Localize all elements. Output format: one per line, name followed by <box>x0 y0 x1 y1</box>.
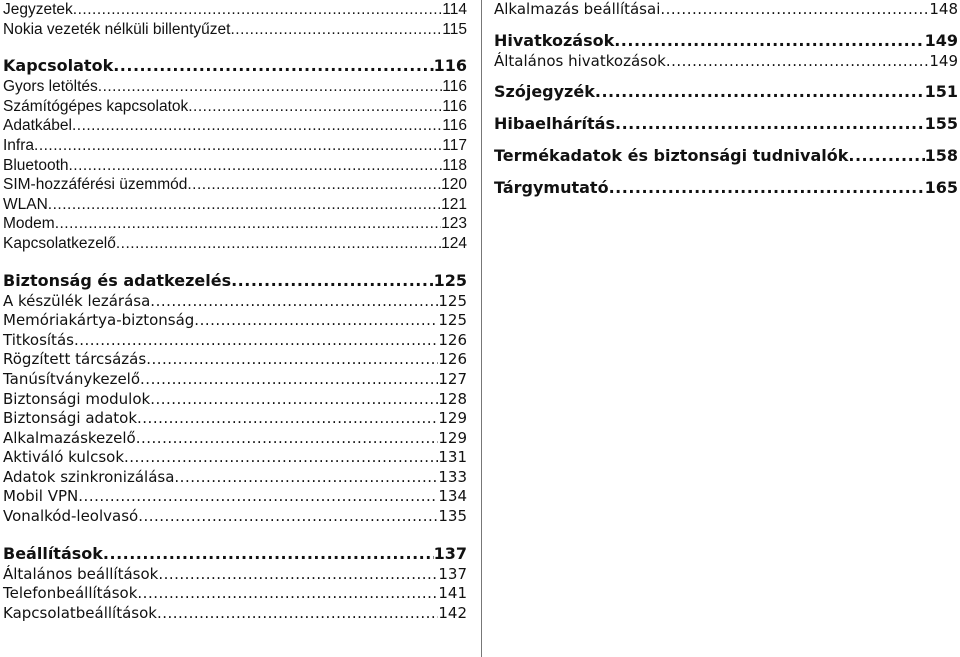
section-gap <box>494 20 958 30</box>
toc-entry[interactable] <box>3 234 467 254</box>
toc-leader <box>158 565 438 585</box>
toc-entry[interactable] <box>3 565 467 585</box>
toc-entry[interactable] <box>3 77 467 97</box>
toc-leader <box>660 0 929 20</box>
toc-entry-label: Aktiváló kulcsok <box>3 448 125 467</box>
toc-leader <box>595 81 925 103</box>
toc-leader <box>150 390 438 410</box>
toc-leader <box>140 370 438 390</box>
toc-leader <box>138 507 438 527</box>
toc-entry-label: Biztonsági adatok <box>3 409 138 428</box>
toc-leader <box>103 543 434 565</box>
toc-section-termekadatok[interactable] <box>494 145 958 167</box>
toc-section-page: 165 <box>924 178 958 198</box>
toc-leader <box>174 468 438 488</box>
toc-leader <box>194 311 438 331</box>
toc-section-page: 151 <box>924 82 958 102</box>
toc-entry[interactable] <box>3 195 467 215</box>
section-gap <box>494 135 958 145</box>
toc-right-column <box>494 0 958 199</box>
toc-entry-label: Telefonbeállítások <box>3 584 138 603</box>
toc-entry-label: Memóriakártya-biztonság <box>3 311 195 330</box>
toc-entry-page: 128 <box>438 389 467 408</box>
toc-entry-label: Jegyzetek <box>3 1 73 18</box>
toc-entry[interactable] <box>3 331 467 351</box>
toc-entry-page: 129 <box>438 428 467 447</box>
toc-entry[interactable] <box>3 292 467 312</box>
toc-entry-label: Alkalmazáskezelő <box>3 428 136 447</box>
toc-entry-label: Kapcsolatbeállítások <box>3 603 157 622</box>
toc-entry-page: 149 <box>929 51 958 70</box>
toc-leader <box>34 136 442 156</box>
toc-leader <box>73 0 442 20</box>
toc-entry-page: 137 <box>438 564 467 583</box>
toc-entry[interactable] <box>3 429 467 449</box>
section-gap <box>3 39 467 55</box>
section-gap <box>3 254 467 270</box>
toc-section-label: Kapcsolatok <box>3 56 114 76</box>
toc-entry-label: Adatok szinkronizálása <box>3 467 175 486</box>
toc-section-page: 125 <box>433 270 467 290</box>
toc-section-label: Szójegyzék <box>494 82 595 102</box>
toc-entry-label: Kapcsolatkezelő <box>3 234 116 252</box>
toc-entry[interactable] <box>3 97 467 117</box>
toc-section-label: Tárgymutató <box>494 178 609 198</box>
toc-section-page: 149 <box>924 30 958 50</box>
toc-leader <box>124 448 438 468</box>
toc-entry-page: 114 <box>442 1 467 18</box>
toc-entry-page: 115 <box>442 20 467 38</box>
toc-section-label: Hibaelhárítás <box>494 114 615 134</box>
toc-left-column <box>3 0 467 623</box>
toc-entry[interactable] <box>3 20 467 40</box>
section-gap <box>494 71 958 81</box>
toc-leader <box>231 270 434 292</box>
toc-entry-label: WLAN <box>3 195 48 213</box>
toc-entry[interactable] <box>3 116 467 136</box>
toc-entry[interactable] <box>3 136 467 156</box>
section-gap <box>494 103 958 113</box>
toc-leader <box>150 292 438 312</box>
toc-section-targymutato[interactable] <box>494 177 958 199</box>
toc-entry-page: 117 <box>442 136 467 154</box>
toc-leader <box>188 97 442 117</box>
toc-entry[interactable] <box>3 584 467 604</box>
toc-section-label: Termékadatok és biztonsági tudnivalók <box>494 146 849 166</box>
toc-entry-label: Alkalmazás beállításai <box>494 0 661 18</box>
toc-leader <box>609 177 925 199</box>
toc-entry-page: 124 <box>441 234 467 252</box>
toc-section-biztonsag[interactable] <box>3 270 467 292</box>
toc-entry-label: Nokia vezeték nélküli billentyűzet <box>3 20 231 38</box>
toc-entry[interactable] <box>3 468 467 488</box>
section-gap <box>3 527 467 543</box>
toc-entry-label: Biztonsági modulok <box>3 389 151 408</box>
toc-entry-label: Általános hivatkozások <box>494 51 666 70</box>
toc-entry-page: 148 <box>929 0 958 18</box>
toc-leader <box>48 195 441 215</box>
toc-leader <box>230 20 442 40</box>
toc-entry-page: 133 <box>438 467 467 486</box>
toc-entry-page: 126 <box>438 350 467 369</box>
toc-entry[interactable] <box>3 487 467 507</box>
toc-section-hivatkozasok[interactable] <box>494 30 958 52</box>
toc-entry-page: 121 <box>441 195 467 213</box>
toc-leader <box>55 214 441 234</box>
toc-leader <box>615 113 925 135</box>
toc-entry-page: 142 <box>438 603 467 622</box>
section-gap <box>494 167 958 177</box>
toc-leader <box>614 30 924 52</box>
toc-entry[interactable] <box>3 156 467 176</box>
toc-entry[interactable] <box>3 370 467 390</box>
toc-entry-label: Számítógépes kapcsolatok <box>3 97 189 115</box>
toc-entry[interactable] <box>3 0 467 20</box>
column-divider <box>481 0 482 657</box>
toc-entry-page: 123 <box>441 215 467 233</box>
toc-leader <box>848 145 924 167</box>
toc-entry-page: 116 <box>442 78 467 96</box>
toc-entry[interactable] <box>3 175 467 195</box>
toc-leader <box>136 429 439 449</box>
toc-leader <box>137 584 438 604</box>
toc-entry-page: 127 <box>438 369 467 388</box>
toc-leader <box>137 409 438 429</box>
toc-leader <box>69 156 443 176</box>
toc-section-label: Beállítások <box>3 543 103 563</box>
toc-entry-page: 131 <box>438 448 467 467</box>
toc-entry-page: 125 <box>438 311 467 330</box>
toc-entry-label: SIM-hozzáférési üzemmód <box>3 176 188 194</box>
toc-entry-label: Adatkábel <box>3 117 72 135</box>
toc-entry-label: Gyors letöltés <box>3 78 98 96</box>
toc-entry-page: 116 <box>442 97 467 115</box>
toc-section-page: 137 <box>433 543 467 563</box>
toc-entry-label: Vonalkód-leolvasó <box>3 507 139 526</box>
toc-leader <box>113 55 433 77</box>
toc-leader <box>146 350 438 370</box>
toc-entry-page: 116 <box>442 117 467 135</box>
toc-leader <box>98 77 443 97</box>
toc-entry[interactable] <box>3 604 467 624</box>
toc-entry-page: 125 <box>438 291 467 310</box>
toc-entry-label: Modem <box>3 215 55 233</box>
toc-section-page: 116 <box>433 56 467 76</box>
toc-section-label: Biztonság és adatkezelés <box>3 270 232 290</box>
toc-entry[interactable] <box>3 390 467 410</box>
toc-section-kapcsolatok[interactable] <box>3 55 467 77</box>
toc-entry[interactable] <box>3 507 467 527</box>
toc-leader <box>157 604 438 624</box>
toc-section-szojegyzek[interactable] <box>494 81 958 103</box>
toc-section-page: 158 <box>924 146 958 166</box>
toc-entry-label: A készülék lezárása <box>3 291 151 310</box>
toc-entry-label: Mobil VPN <box>3 487 79 506</box>
toc-entry-page: 141 <box>438 584 467 603</box>
toc-entry-page: 118 <box>442 156 467 174</box>
toc-entry[interactable] <box>3 409 467 429</box>
toc-entry-page: 135 <box>438 507 467 526</box>
toc-entry-label: Bluetooth <box>3 156 69 174</box>
toc-entry[interactable] <box>3 214 467 234</box>
toc-entry[interactable] <box>3 448 467 468</box>
toc-entry[interactable] <box>494 52 958 72</box>
toc-section-hibaelharitas[interactable] <box>494 113 958 135</box>
toc-entry[interactable] <box>3 311 467 331</box>
toc-entry-page: 134 <box>438 487 467 506</box>
toc-entry-page: 120 <box>441 176 467 194</box>
toc-entry-page: 129 <box>438 409 467 428</box>
toc-section-beallitasok[interactable] <box>3 543 467 565</box>
toc-leader <box>666 52 930 72</box>
toc-entry[interactable] <box>3 350 467 370</box>
toc-entry-label: Titkosítás <box>3 330 74 349</box>
toc-entry[interactable] <box>494 0 958 20</box>
toc-entry-label: Általános beállítások <box>3 564 159 583</box>
toc-entry-label: Infra <box>3 136 35 154</box>
toc-leader <box>116 234 441 254</box>
toc-section-page: 155 <box>924 114 958 134</box>
toc-leader <box>72 116 442 136</box>
toc-leader <box>74 331 438 351</box>
toc-entry-page: 126 <box>438 330 467 349</box>
toc-section-label: Hivatkozások <box>494 30 615 50</box>
toc-leader <box>78 487 438 507</box>
toc-entry-label: Tanúsítványkezelő <box>3 369 141 388</box>
toc-leader <box>187 175 441 195</box>
toc-entry-label: Rögzített tárcsázás <box>3 350 147 369</box>
